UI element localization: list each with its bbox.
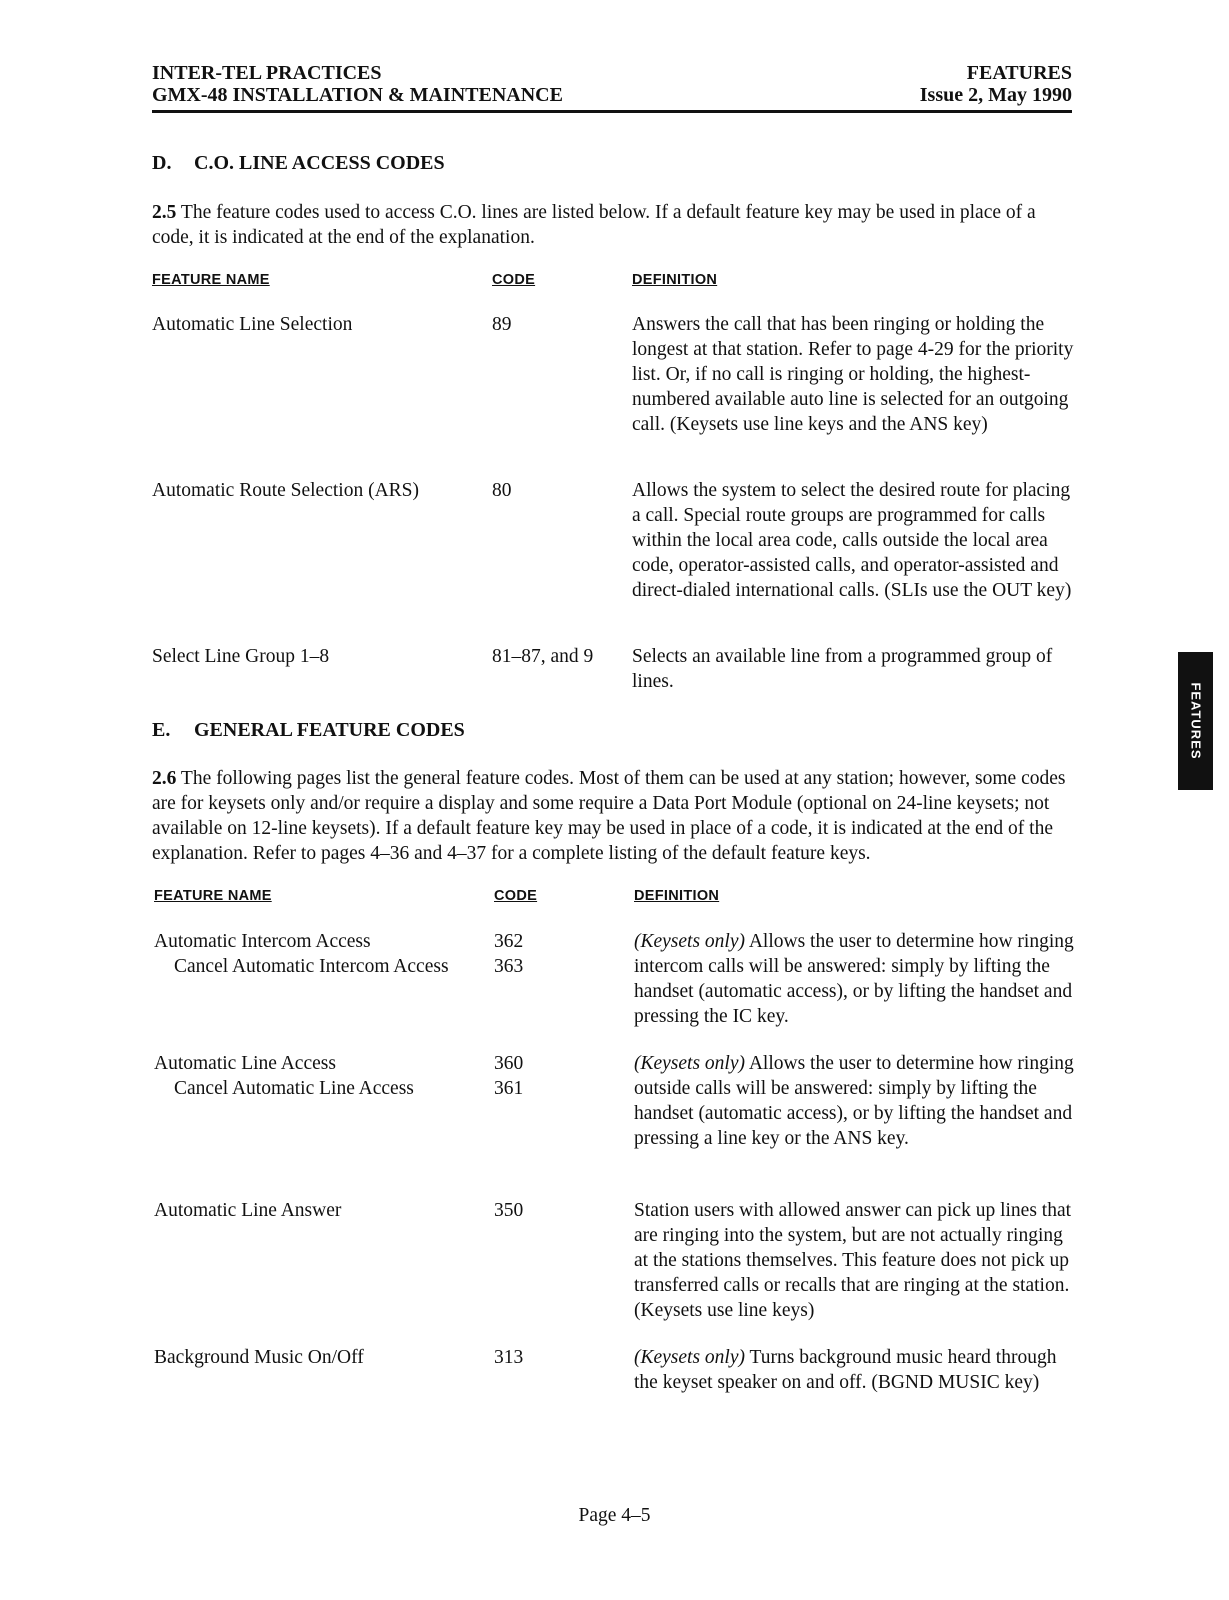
section-e-title: GENERAL FEATURE CODES — [194, 719, 465, 741]
feature-definition: Allows the user to determine how ringing outside calls will be answered: simply by lifting the handset (automatic access), or by lifting the handset and pressing a line key or the ANS key. — [634, 1053, 1074, 1149]
col-header-code: CODE — [494, 888, 538, 904]
section-e-letter: E. — [152, 719, 171, 741]
feature-name: Automatic Line Access — [154, 1053, 336, 1074]
feature-code-group — [494, 1051, 634, 1101]
keysets-only-note: (Keysets only) — [634, 931, 746, 952]
section-d-paragraph — [152, 200, 1077, 250]
header-issue: Issue 2, May 1990 — [919, 84, 1072, 106]
feature-name: Automatic Route Selection (ARS) — [152, 480, 420, 501]
section-d-title: C.O. LINE ACCESS CODES — [194, 152, 445, 174]
section-d-letter: D. — [152, 152, 172, 174]
feature-definition: Station users with allowed answer can pick up lines that are ringing into the system, but are not actually ringing at the stations themselves. This feature does not pick up transferred calls or recalls that are ringing at the station. (Keysets use line keys) — [634, 1200, 1072, 1321]
col-header-feature: FEATURE NAME — [154, 888, 272, 904]
para-number: 2.6 — [152, 768, 177, 789]
feature-sub-name: Cancel Automatic Line Access — [174, 1078, 414, 1099]
feature-sub-name: Cancel Automatic Intercom Access — [174, 956, 449, 977]
keysets-only-note: (Keysets only) — [634, 1347, 746, 1368]
keysets-only-note: (Keysets only) — [634, 1053, 746, 1074]
col-header-definition: DEFINITION — [632, 272, 718, 288]
section-d-heading — [152, 152, 445, 175]
section-e-paragraph — [152, 766, 1077, 866]
feature-definition-group — [634, 929, 1079, 1029]
feature-name: Select Line Group 1–8 — [152, 646, 330, 667]
feature-code: 360 — [494, 1053, 524, 1074]
feature-definition: Allows the system to select the desired route for placing a call. Special route groups are programmed for calls within the local area code, calls outside the local area code, operator-assisted calls, and operator-assisted and direct-dialed international calls. (SLIs use the OUT key) — [632, 480, 1072, 601]
header-manual-title: GMX-48 INSTALLATION & MAINTENANCE — [152, 84, 563, 106]
feature-name: Background Music On/Off — [154, 1347, 364, 1368]
page-number: Page 4–5 — [578, 1505, 651, 1526]
feature-definition: Turns background music heard through the keyset speaker on and off. (BGND MUSIC key) — [634, 1347, 1057, 1393]
feature-definition: Allows the user to determine how ringing intercom calls will be answered: simply by lifting the handset (automatic access), or by lifting the handset and pressing the IC key. — [634, 931, 1074, 1027]
feature-code: 350 — [494, 1200, 524, 1221]
feature-definition-group — [634, 1051, 1079, 1151]
feature-code: 89 — [492, 314, 512, 335]
header-left — [152, 62, 563, 106]
feature-name-group — [154, 929, 484, 979]
feature-code: 313 — [494, 1347, 524, 1368]
feature-definition: Answers the call that has been ringing or holding the longest at that station. Refer to page 4-29 for the priority list. Or, if no call is ringing or holding, the highest-numbered available auto line is selected for an outgoing call. (Keysets use line keys and the ANS key) — [632, 314, 1074, 435]
section-e-heading — [152, 719, 465, 742]
feature-name: Automatic Line Answer — [154, 1200, 342, 1221]
feature-code-group — [494, 929, 634, 979]
feature-sub-code: 361 — [494, 1078, 524, 1099]
para-number: 2.5 — [152, 202, 177, 223]
header-rule — [152, 110, 1072, 113]
feature-code: 80 — [492, 480, 512, 501]
header-section: FEATURES — [966, 62, 1072, 84]
side-tab-label: FEATURES — [1188, 682, 1203, 760]
feature-definition-group — [634, 1345, 1079, 1395]
col-header-feature: FEATURE NAME — [152, 272, 270, 288]
feature-sub-code: 363 — [494, 956, 524, 977]
feature-name-group — [154, 1051, 484, 1101]
side-index-tab — [1178, 652, 1213, 790]
header-company: INTER-TEL PRACTICES — [152, 62, 382, 84]
para-text: The following pages list the general feature codes. Most of them can be used at any station; however, some codes are for keysets only and/or require a display and some require a Data Port Module (optional on 24-line keysets; not available on 12-line keysets). If a default feature key may be used in place of a code, it is indicated at the end of the explanation. Refer to pages 4–36 and 4–37 for a complete listing of the default feature keys. — [152, 768, 1066, 864]
para-text: The feature codes used to access C.O. lines are listed below. If a default feature key may be used in place of a code, it is indicated at the end of the explanation. — [152, 202, 1036, 248]
feature-code: 362 — [494, 931, 524, 952]
feature-name: Automatic Line Selection — [152, 314, 353, 335]
col-header-definition: DEFINITION — [634, 888, 720, 904]
col-header-code: CODE — [492, 272, 536, 288]
feature-code: 81–87, and 9 — [492, 646, 594, 667]
feature-definition: Selects an available line from a programmed group of lines. — [632, 646, 1053, 692]
feature-name: Automatic Intercom Access — [154, 931, 371, 952]
header-right — [920, 62, 1072, 106]
